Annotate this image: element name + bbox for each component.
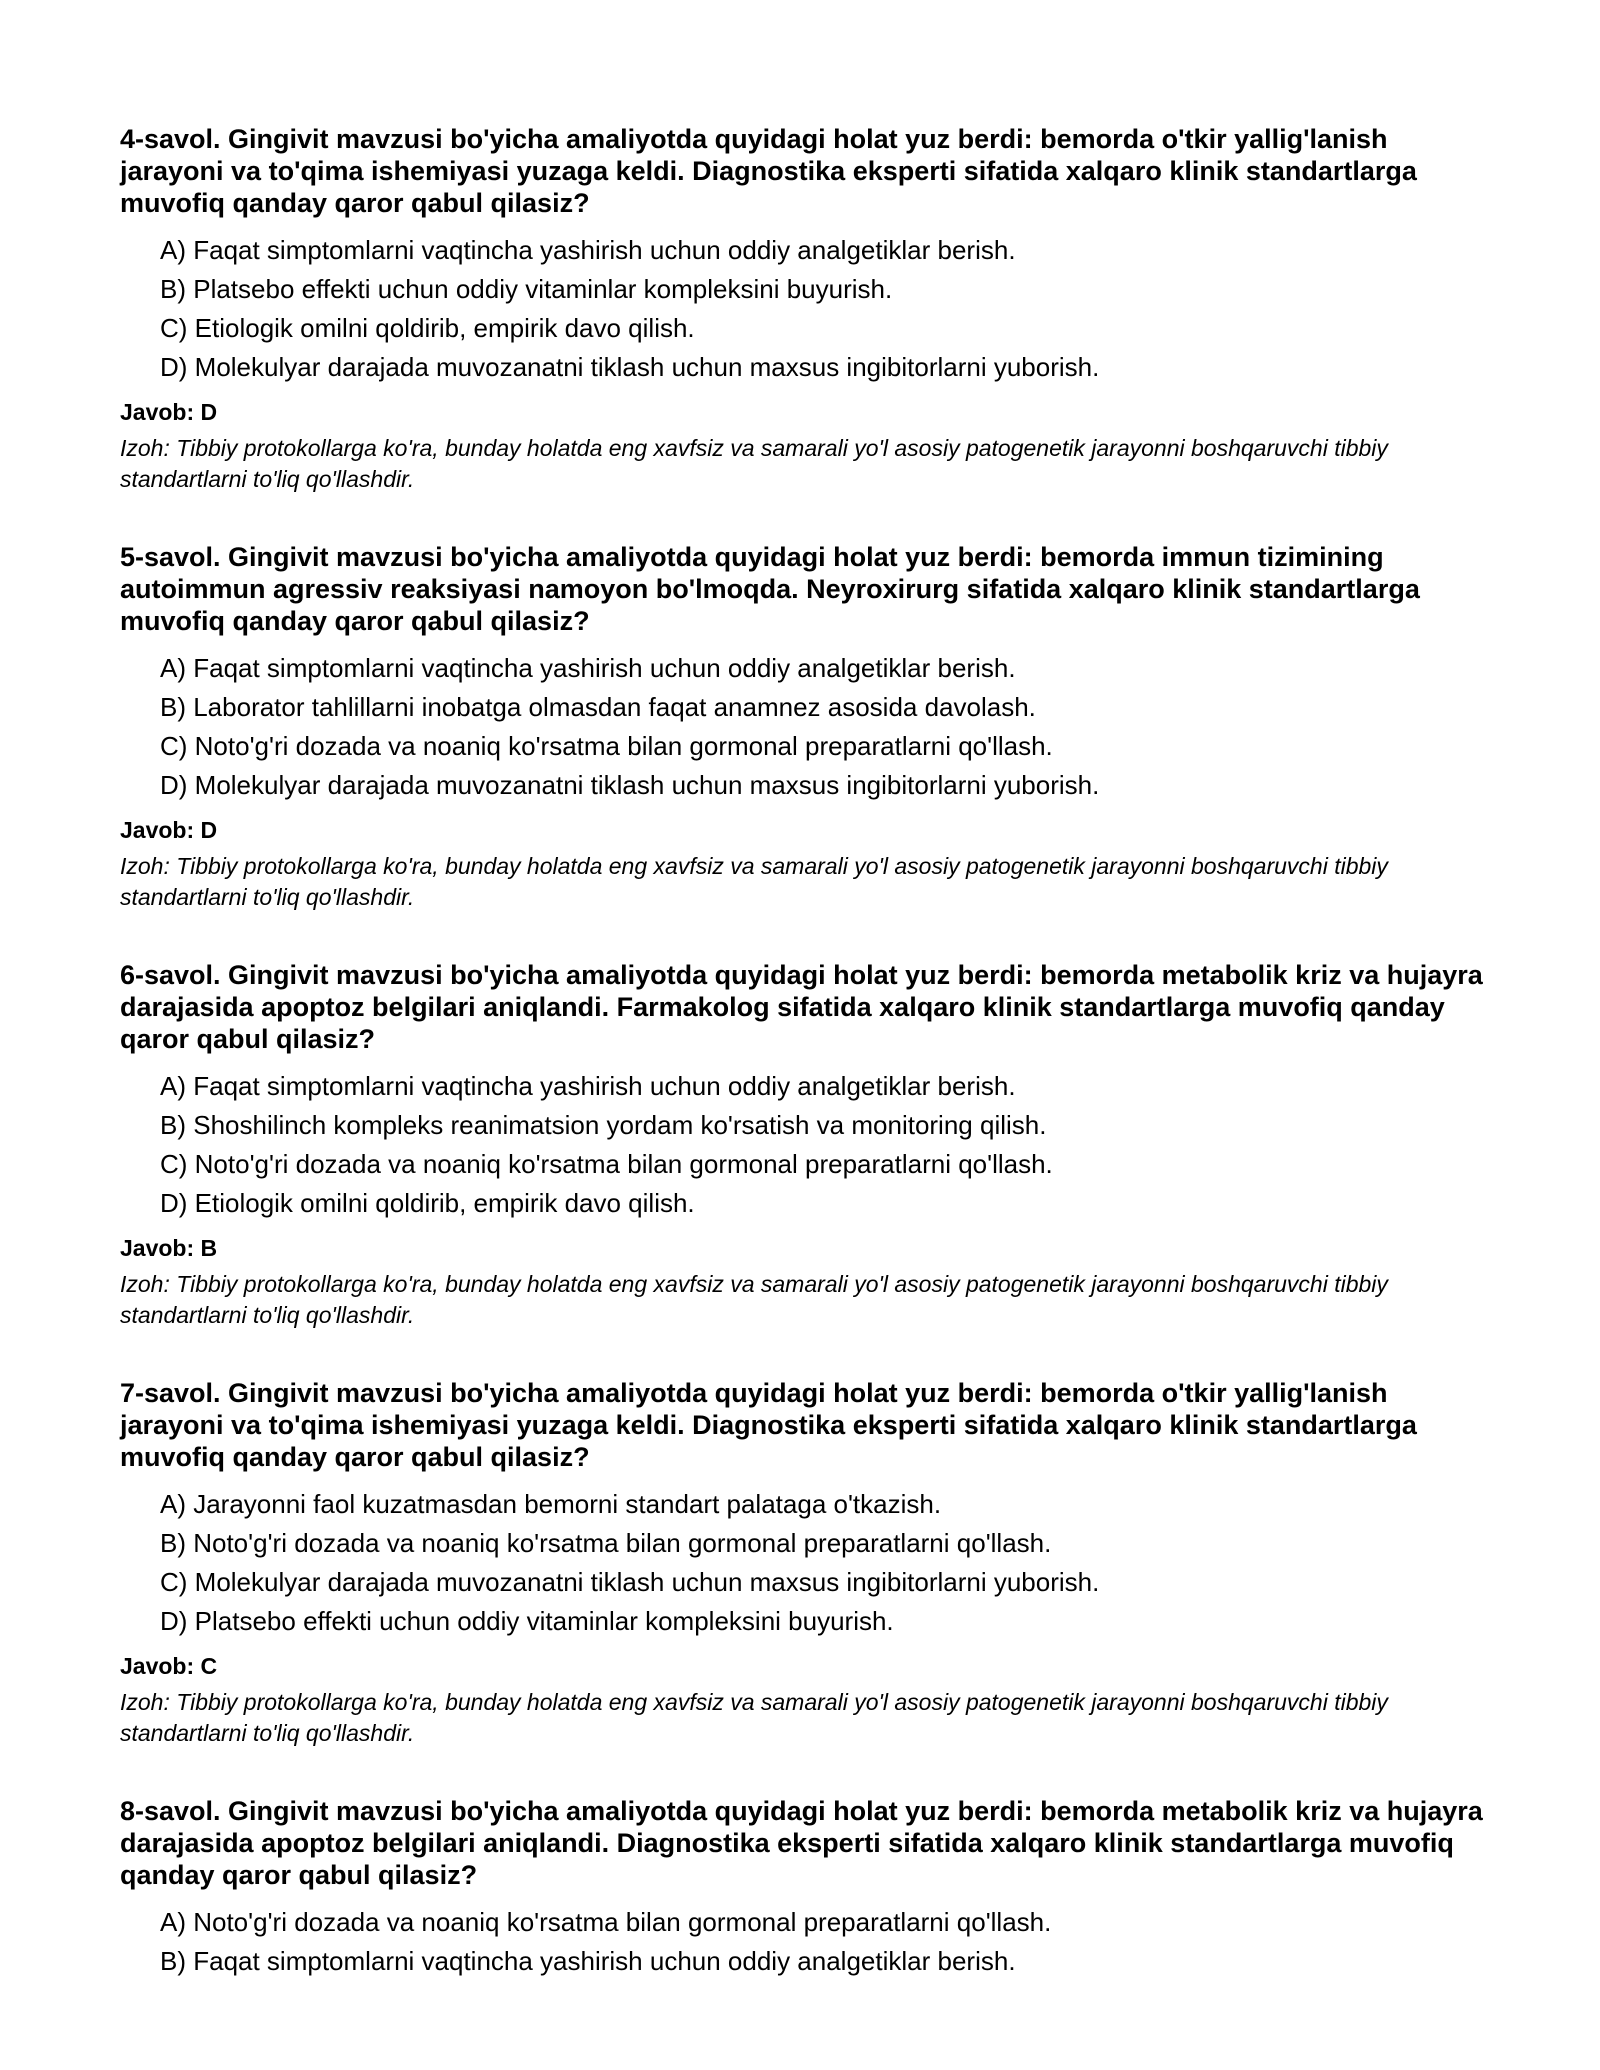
option-d: D) Etiologik omilni qoldirib, empirik davo qilish. — [160, 1188, 695, 1218]
option-b: B) Faqat simptomlarni vaqtincha yashirish uchun oddiy analgetiklar berish. — [160, 1946, 1016, 1976]
answer-line: Javob: C — [120, 1653, 218, 1679]
option-c: C) Molekulyar darajada muvozanatni tiklash uchun maxsus ingibitorlarni yuborish. — [160, 1567, 1100, 1597]
option-c: C) Etiologik omilni qoldirib, empirik davo qilish. — [160, 313, 695, 343]
explanation-note: Izoh: Tibbiy protokollarga ko'ra, bunday holatda eng xavfsiz va samarali yo'l asosiy patogenetik jarayonni boshqaruvchi tibbiy standartlarni to'liq qo'llashdir. — [120, 1689, 1388, 1746]
question-block — [120, 1377, 1490, 1749]
option-b: B) Noto'g'ri dozada va noaniq ko'rsatma bilan gormonal preparatlarni qo'llash. — [160, 1528, 1052, 1558]
option-list — [120, 231, 1490, 387]
option-list — [120, 1903, 1490, 1981]
option-list — [120, 1485, 1490, 1641]
answer-line: Javob: D — [120, 399, 218, 425]
question-block — [120, 959, 1490, 1331]
question-title: 5-savol. Gingivit mavzusi bo'yicha amaliyotda quyidagi holat yuz berdi: bemorda immun tizimining autoimmun agressiv reaksiyasi namoyon bo'lmoqda. Neyroxirurg sifatida xalqaro klinik standartlarga muvofiq qanday qaror qabul qilasiz? — [120, 542, 1420, 636]
question-title: 6-savol. Gingivit mavzusi bo'yicha amaliyotda quyidagi holat yuz berdi: bemorda metabolik kriz va hujayra darajasida apoptoz belgilari aniqlandi. Farmakolog sifatida xalqaro klinik standartlarga muvofiq qanday qaror qabul qilasiz? — [120, 960, 1483, 1054]
answer-line: Javob: D — [120, 817, 218, 843]
option-list — [120, 1067, 1490, 1223]
question-title: 8-savol. Gingivit mavzusi bo'yicha amaliyotda quyidagi holat yuz berdi: bemorda metabolik kriz va hujayra darajasida apoptoz belgilari aniqlandi. Diagnostika eksperti sifatida xalqaro klinik standartlarga muvofiq qanday qaror qabul qilasiz? — [120, 1796, 1483, 1890]
question-block — [120, 123, 1490, 495]
option-d: D) Molekulyar darajada muvozanatni tiklash uchun maxsus ingibitorlarni yuborish. — [160, 770, 1100, 800]
question-title: 7-savol. Gingivit mavzusi bo'yicha amaliyotda quyidagi holat yuz berdi: bemorda o'tkir yallig'lanish jarayoni va to'qima ishemiyasi yuzaga keldi. Diagnostika eksperti sifatida xalqaro klinik standartlarga muvofiq qanday qaror qabul qilasiz? — [120, 1378, 1417, 1472]
question-title: 4-savol. Gingivit mavzusi bo'yicha amaliyotda quyidagi holat yuz berdi: bemorda o'tkir yallig'lanish jarayoni va to'qima ishemiyasi yuzaga keldi. Diagnostika eksperti sifatida xalqaro klinik standartlarga muvofiq qanday qaror qabul qilasiz? — [120, 124, 1417, 218]
option-c: C) Noto'g'ri dozada va noaniq ko'rsatma bilan gormonal preparatlarni qo'llash. — [160, 731, 1053, 761]
option-b: B) Laborator tahlillarni inobatga olmasdan faqat anamnez asosida davolash. — [160, 692, 1036, 722]
option-c: C) Noto'g'ri dozada va noaniq ko'rsatma bilan gormonal preparatlarni qo'llash. — [160, 1149, 1053, 1179]
explanation-note: Izoh: Tibbiy protokollarga ko'ra, bunday holatda eng xavfsiz va samarali yo'l asosiy patogenetik jarayonni boshqaruvchi tibbiy standartlarni to'liq qo'llashdir. — [120, 1271, 1388, 1328]
answer-line: Javob: B — [120, 1235, 218, 1261]
option-a: A) Faqat simptomlarni vaqtincha yashirish uchun oddiy analgetiklar berish. — [160, 235, 1016, 265]
option-d: D) Platsebo effekti uchun oddiy vitaminlar kompleksini buyurish. — [160, 1606, 894, 1636]
explanation-note: Izoh: Tibbiy protokollarga ko'ra, bunday holatda eng xavfsiz va samarali yo'l asosiy patogenetik jarayonni boshqaruvchi tibbiy standartlarni to'liq qo'llashdir. — [120, 853, 1388, 910]
question-block — [120, 1795, 1490, 1981]
option-b: B) Shoshilinch kompleks reanimatsion yordam ko'rsatish va monitoring qilish. — [160, 1110, 1047, 1140]
option-a: A) Noto'g'ri dozada va noaniq ko'rsatma bilan gormonal preparatlarni qo'llash. — [160, 1907, 1052, 1937]
document-page — [120, 123, 1490, 2027]
option-b: B) Platsebo effekti uchun oddiy vitaminlar kompleksini buyurish. — [160, 274, 893, 304]
option-d: D) Molekulyar darajada muvozanatni tiklash uchun maxsus ingibitorlarni yuborish. — [160, 352, 1100, 382]
question-block — [120, 541, 1490, 913]
option-a: A) Faqat simptomlarni vaqtincha yashirish uchun oddiy analgetiklar berish. — [160, 653, 1016, 683]
option-a: A) Jarayonni faol kuzatmasdan bemorni standart palataga o'tkazish. — [160, 1489, 942, 1519]
option-a: A) Faqat simptomlarni vaqtincha yashirish uchun oddiy analgetiklar berish. — [160, 1071, 1016, 1101]
option-list — [120, 649, 1490, 805]
explanation-note: Izoh: Tibbiy protokollarga ko'ra, bunday holatda eng xavfsiz va samarali yo'l asosiy patogenetik jarayonni boshqaruvchi tibbiy standartlarni to'liq qo'llashdir. — [120, 435, 1388, 492]
